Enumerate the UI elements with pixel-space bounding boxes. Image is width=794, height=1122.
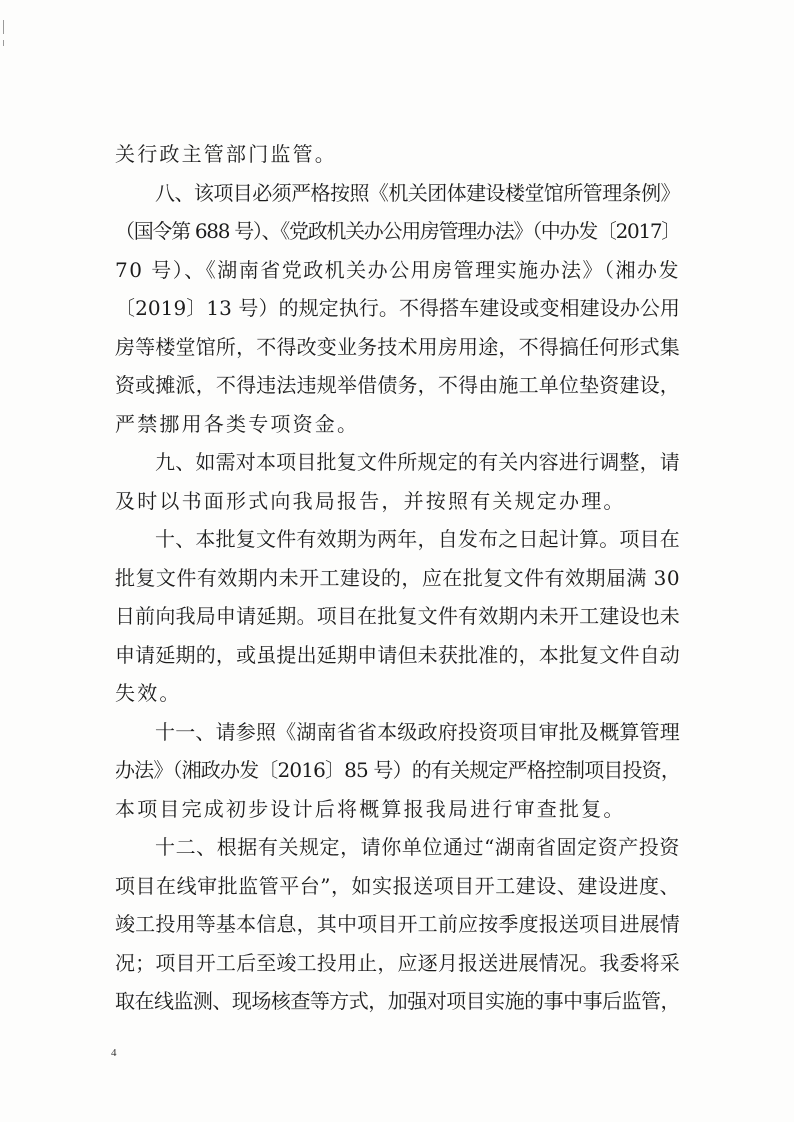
text-line: 及时以书面形式向我局报告，并按照有关规定办理。 xyxy=(115,488,626,513)
text-line: 况；项目开工后至竣工投用止，应逐月报送进展情况。我委将采 xyxy=(115,950,680,975)
text-line: 批复文件有效期内未开工建设的，应在批复文件有效期届满 30 xyxy=(115,565,680,590)
text-line: 日前向我局申请延期。项目在批复文件有效期内未开工建设也未 xyxy=(115,604,680,628)
text-line: 十二、根据有关规定，请你单位通过“湖南省固定资产投资 xyxy=(155,835,680,859)
text-line: 70 号）、《湖南省党政机关办公用房管理实施办法》（湘办发 xyxy=(115,257,680,282)
text-line: 失效。 xyxy=(115,681,182,705)
text-line: 九、如需对本项目批复文件所规定的有关内容进行调整，请 xyxy=(155,450,680,474)
text-line: 取在线监测、现场核查等方式，加强对项目实施的事中事后监管， xyxy=(115,989,680,1013)
text-line: 关行政主管部门监管。 xyxy=(115,142,337,166)
text-line: 资或摊派，不得违法违规举借债务，不得由施工单位垫资建设， xyxy=(115,373,680,397)
text-line: 申请延期的，或虽提出延期申请但未获批准的，本批复文件自动 xyxy=(115,642,680,667)
page-number: 4 xyxy=(111,1047,117,1059)
text-line: 竣工投用等基本信息，其中项目开工前应按季度报送项目进展情 xyxy=(115,912,680,936)
text-line: 房等楼堂馆所，不得改变业务技术用房用途，不得搞任何形式集 xyxy=(115,334,680,359)
text-line: （国令第 688 号）、《党政机关办公用房管理办法》（中办发〔2017〕 xyxy=(115,219,680,243)
scan-edge-mark xyxy=(3,20,4,34)
text-line: 项目在线审批监管平台”，如实报送项目开工建设、建设进度、 xyxy=(115,873,680,898)
text-line: 办法》（湘政办发〔2016〕85 号）的有关规定严格控制项目投资， xyxy=(115,758,680,782)
text-line: 八、该项目必须严格按照《机关团体建设楼堂馆所管理条例》 xyxy=(155,180,680,205)
text-line: 〔2019〕13 号）的规定执行。不得搭车建设或变相建设办公用 xyxy=(115,296,680,320)
text-line: 十、本批复文件有效期为两年，自发布之日起计算。项目在 xyxy=(155,527,680,551)
text-line: 严禁挪用各类专项资金。 xyxy=(115,411,360,436)
text-line: 十一、请参照《湖南省省本级政府投资项目审批及概算管理 xyxy=(155,719,680,744)
scan-edge-mark xyxy=(3,40,4,46)
text-line: 本项目完成初步设计后将概算报我局进行审查批复。 xyxy=(115,796,626,821)
